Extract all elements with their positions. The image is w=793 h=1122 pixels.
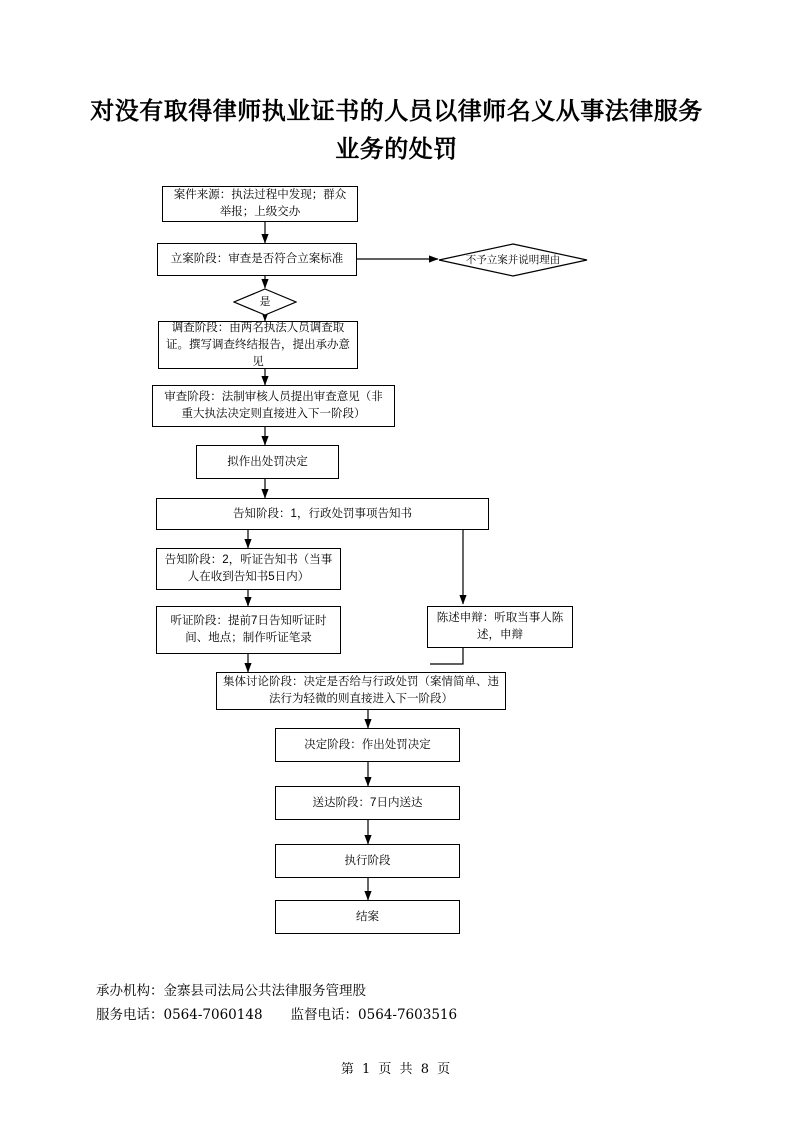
footer-service-phone-value: 0564-7060148 — [163, 1007, 263, 1023]
flow-node-notice-stage-1: 告知阶段：1，行政处罚事项告知书 — [156, 498, 489, 530]
footer-agency — [96, 980, 366, 1002]
flow-node-collective-discussion-stage: 集体讨论阶段：决定是否给与行政处罚（案情简单、违法行为轻微的则直接进入下一阶段） — [216, 672, 506, 710]
flow-node-draft-penalty-decision: 拟作出处罚决定 — [196, 445, 339, 479]
footer-supervise-phone-value: 0564-7603516 — [358, 1007, 458, 1023]
flow-node-statement-defense: 陈述申辩：听取当事人陈述，申辩 — [427, 606, 573, 648]
flow-node-delivery-stage: 送达阶段：7日内送达 — [275, 786, 460, 820]
flow-node-yes-label: 是 — [259, 296, 271, 308]
footer-supervise-phone-label: 监督电话： — [290, 1007, 359, 1023]
flow-node-case-source: 案件来源：执法过程中发现；群众举报；上级交办 — [162, 186, 358, 222]
flow-node-review-stage: 审查阶段：法制审核人员提出审查意见（非重大执法决定则直接进入下一阶段） — [152, 385, 395, 427]
page-title: 对没有取得律师执业证书的人员以律师名义从事法律服务业务的处罚 — [90, 96, 703, 163]
flow-node-execution-stage: 执行阶段 — [275, 844, 460, 878]
flow-node-investigation-stage: 调查阶段：由两名执法人员调查取证。撰写调查终结报告，提出承办意见 — [158, 321, 358, 369]
flow-node-decision-stage: 决定阶段：作出处罚决定 — [275, 728, 460, 762]
flow-node-yes — [233, 288, 297, 316]
footer-agency-label: 承办机构： — [96, 983, 164, 999]
page-number: 第 1 页 共 8 页 — [340, 1062, 453, 1077]
flow-node-notice-stage-2: 告知阶段：2，听证告知书（当事人在收到告知书5日内） — [156, 548, 341, 590]
footer-agency-value: 金寨县司法局公共法律服务管理股 — [163, 983, 366, 999]
flow-node-no-filing — [438, 243, 588, 277]
footer-phones — [96, 1004, 457, 1026]
flow-node-filing-stage: 立案阶段：审查是否符合立案标准 — [157, 243, 357, 276]
flow-node-no-filing-label: 不予立案并说明理由 — [465, 254, 561, 266]
flow-node-hearing-stage: 听证阶段：提前7日告知听证时间、地点；制作听证笔录 — [156, 606, 341, 654]
footer-service-phone-label: 服务电话： — [96, 1007, 164, 1023]
flow-node-case-closed: 结案 — [275, 900, 460, 934]
